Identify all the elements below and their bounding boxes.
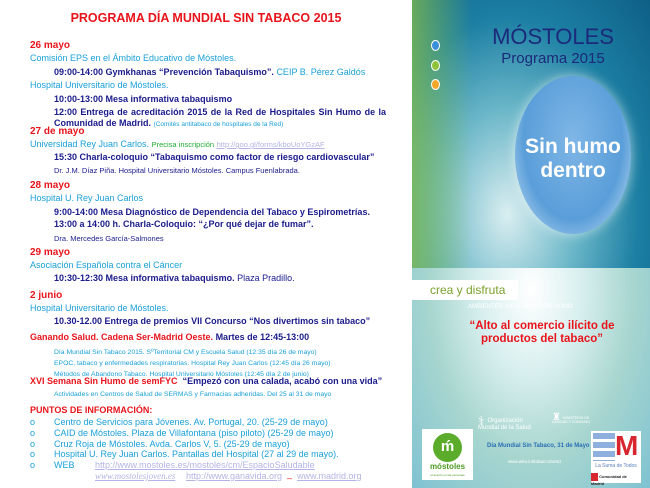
cover-panel [412,0,650,488]
who-emblem-icon: ⚕ [478,414,485,428]
comunidad-madrid-logo: M La Suma de Todos Comunidad de Madrid [591,431,641,483]
event-place: CEIP B. Pérez Galdós [276,67,366,77]
bullet: o [30,428,36,438]
event: 9:00-14:00 Mesa Diagnóstico de Dependencia del Tabaco y Espirometrías. [54,207,370,217]
bullet: o [30,449,36,459]
motto-line: “Alto al comercio ilícito de [469,320,615,332]
radio-item: Métodos de Abandono Tabaco. Hospital Universitario Móstoles (12:45 día 2 de junio) [54,371,309,378]
organizer-text: Universidad Rey Juan Carlos. [30,139,150,149]
event-note: (Comités antitabaco de hospitales de la Red) [153,121,284,128]
bullet: o [30,417,36,427]
info-item: Centro de Servicios para Jóvenes. Av. Portugal, 20. (25-29 de mayo) [54,417,328,427]
crea-disfruta-banner: crea y disfruta [412,280,518,300]
registration-note: Precisa inscripción [151,140,215,149]
organizer [30,139,325,150]
organizer: Comisión EPS en el Ámbito Educativo de Móstoles. [30,53,237,63]
info-item: Cruz Roja de Móstoles. Avda. Carlos V, 5. (25-29 de mayo) [54,439,290,449]
slogan-line: Sin humo [525,135,621,158]
event: 13:00 a 14:00 h. Charla-Coloquio: “¿Por qué dejar de fumar”. [54,219,314,229]
who-url: www.who.int/tobacco/wntd [508,459,561,464]
semfyc-note: Actividades en Centros de Salud de SERMAS y Farmacias adheridas. Del 25 al 31 de mayo [54,391,332,398]
event-text: 10:30-12:30 Mesa informativa tabaquismo. [54,273,235,283]
web-label: WEB [54,460,75,470]
cover-bottom [412,268,650,488]
semfyc-quote: “Empezó con una calada, acabó con una vida” [182,376,383,386]
registration-link[interactable]: http://goo.gl/forms/kboUoYGzAF [216,140,325,149]
slogan [515,135,631,183]
radio-time: Martes de 12:45-13:00 [215,332,310,342]
date-heading: 26 mayo [30,40,71,51]
semfyc-heading [30,376,382,387]
bullet: o [30,460,36,470]
date-heading: 29 mayo [30,247,71,258]
who-logo: ⚕ Organización Mundial de la Salud [478,414,531,431]
circle-icon-orange [431,79,440,90]
web-link[interactable]: http://www.ganavida.org [186,471,283,481]
organizer: Hospital Universitario de Móstoles. [30,303,169,313]
cover-program: Programa 2015 [501,50,605,67]
semfyc-title: XVI Semana Sin Humo de semFYC [30,376,178,386]
event [54,118,283,130]
page-title: PROGRAMA DÍA MUNDIAL SIN TABACO 2015 [70,11,342,25]
ministerio-logo: ♜ MINISTERIO DE SANIDAD Y CONSUMO [552,412,590,424]
date-heading: 2 junio [30,290,63,301]
mostoles-logo: ḿ móstoles el acento en las personas [422,429,473,480]
cover-top [412,0,650,268]
event: 10:00-13:00 Mesa informativa tabaquismo [54,94,233,104]
dia-mundial-text: Día Mundial Sin Tabaco, 31 de Mayo [487,443,590,449]
date-heading: 27 de mayo [30,126,85,137]
info-title: PUNTOS DE INFORMACIÓN: [30,405,153,415]
organizer: Asociación Española contra el Cáncer [30,260,183,270]
info-item: CAID de Móstoles. Plaza de Villafontana (piso piloto) (25-29 de mayo) [54,428,334,438]
motto [442,320,642,346]
cover-city: MÓSTOLES [492,24,614,49]
slogan-line: dentro [540,159,606,182]
organizer: Hospital U. Rey Juan Carlos [30,193,144,203]
date-heading: 28 mayo [30,180,71,191]
organizer: Hospital Universitario de Móstoles. [30,80,169,90]
radio-item: EPOC, tabaco y enfermedades respiratorias. Hospital Rey Juan Carlos (12:45 día 26 mayo) [54,360,331,367]
web-link[interactable]: www.madrid.org [297,471,362,481]
globe-image [515,76,631,234]
radio-title: Ganando Salud. Cadena Ser-Madrid Oeste. [30,332,214,342]
separator: _ [287,469,293,479]
event-text: 09:00-14:00 Gymkhanas “Prevención Tabaquismo”. [54,67,274,77]
web-link[interactable]: http://www.mostoles.es/mostoles/cm/EspacioSaludable [95,460,315,470]
event [54,273,295,284]
info-item: Hospital U. Rey Juan Carlos. Pantallas del Hospital (27 al 29 de mayo). [54,449,339,459]
spain-shield-icon: ♜ [552,412,561,423]
bullet: o [30,439,36,449]
speaker: Dra. Mercedes García-Salmones [54,234,164,243]
web-link[interactable]: www.mostolesjoven.es [95,471,176,481]
motto-line: productos del tabaco” [480,333,604,345]
radio-heading [30,332,309,343]
event: 15:30 Charla-coloquio “Tabaquismo como factor de riesgo cardiovascular” [54,152,375,162]
event: 12:00 Entrega de acreditación 2015 de la Red de Hospitales Sin Humo de la [54,107,386,117]
speaker: Dr. J.M. Díaz Piña. Hospital Universitario Móstoles. Campus Fuenlabrada. [54,166,300,175]
event [54,67,365,78]
event-text: Comunidad de Madrid. [54,118,152,128]
event: 10.30-12.00 Entrega de premios VII Concurso “Nos divertimos sin tabaco” [54,316,371,326]
ambientes-text: AMBIENTES 100% LIBRES DE HUMO [468,304,573,310]
radio-item: Día Mundial Sin Tabaco 2015. SºTerritorial CM y Escuela Salud (12:35 día 26 de mayo) [54,349,317,356]
event-place: Plaza Pradillo. [237,273,295,283]
